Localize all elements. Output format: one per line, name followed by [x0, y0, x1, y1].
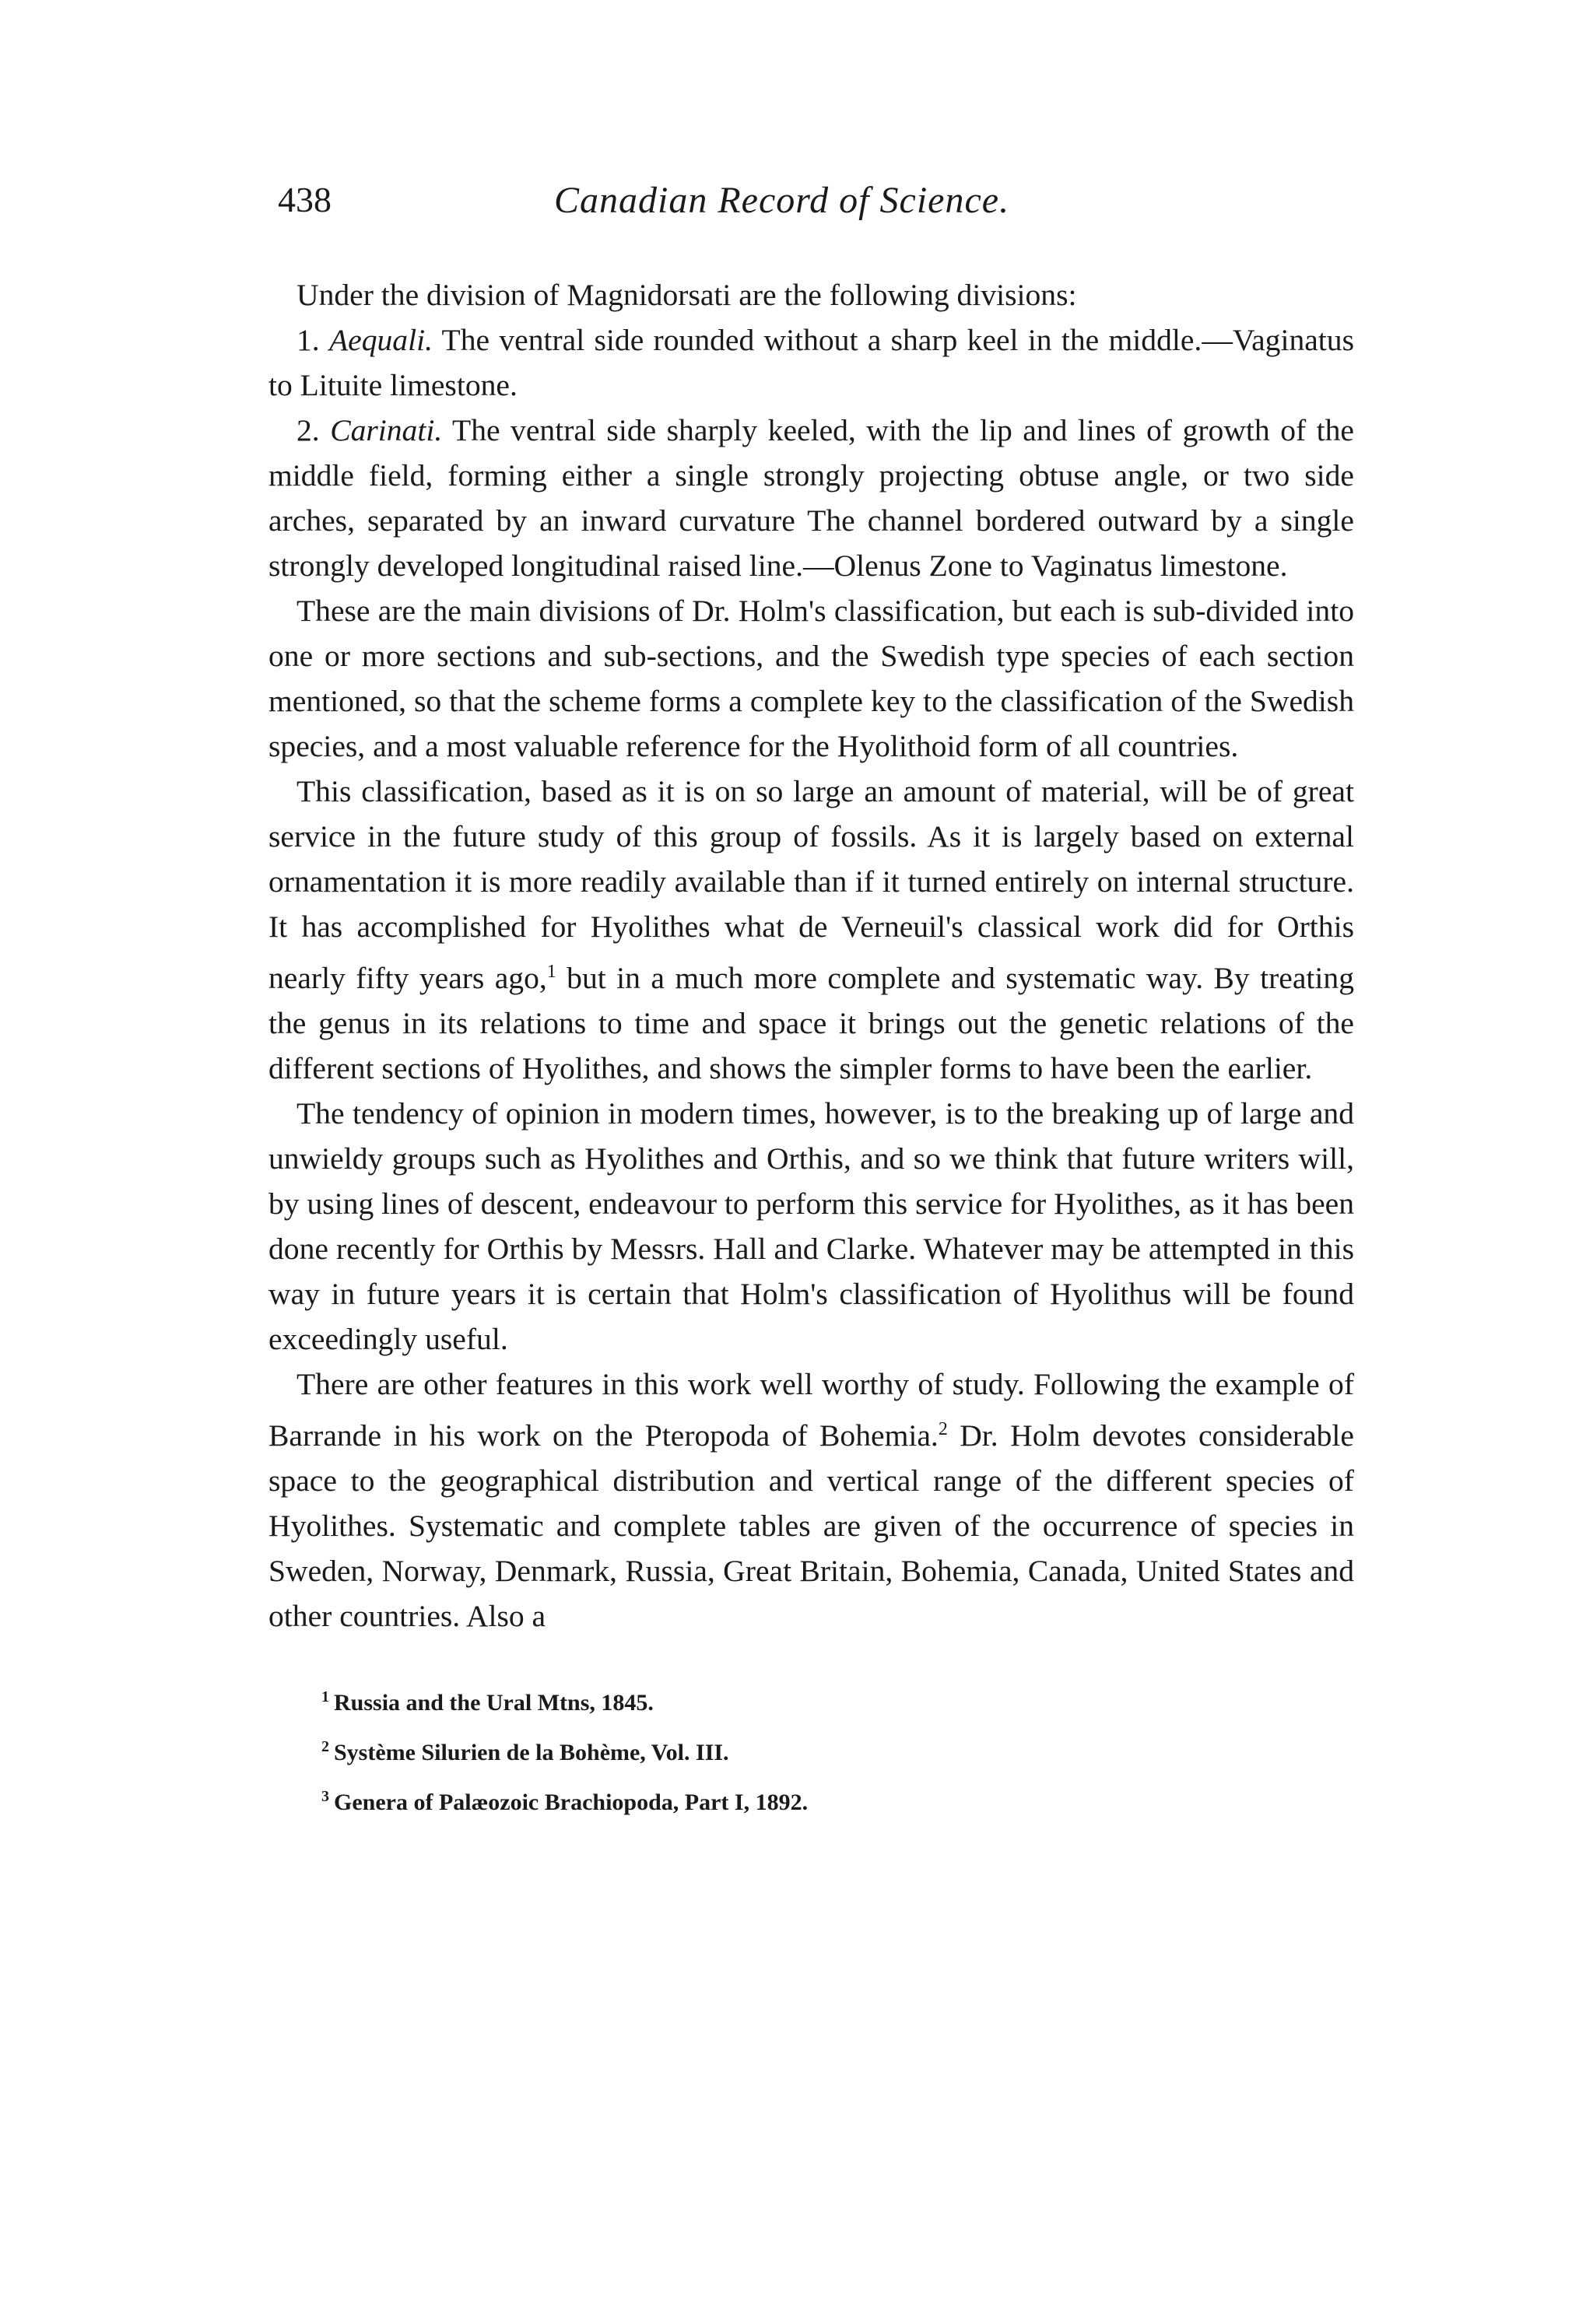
- page: [268, 179, 1354, 1828]
- paragraph-text: but in a much more complete and systematic way. By treating the genus in its relations to time and space it brings out the genetic relations of the different sections of Hyolithes, and shows the simpler forms to have been the earlier.: [268, 961, 1354, 1086]
- paragraph-text: This classification, based as it is on so large an amount of material, will be of great service in the future study of this group of fossils. As it is largely based on external ornamentation it is more readily available than if it turned entirely on internal structure. It has accomplished for Hyolithes what de Verneuil's classical work did for Orthis nearly fifty years ago,: [268, 774, 1354, 996]
- paragraph-text: There are other features in this work well worthy of study. Following the example of Barrande in his work on the Pteropoda of Bohemia.: [268, 1367, 1354, 1453]
- footnote-text: Russia and the Ural Mtns, 1845.: [334, 1690, 654, 1716]
- item-number: 1.: [297, 323, 320, 357]
- paragraph-intro: Under the division of Magnidorsati are the following divisions:: [297, 278, 1077, 312]
- running-title: Canadian Record of Science.: [554, 180, 1010, 221]
- footnote-text: Système Silurien de la Bohème, Vol. III.: [334, 1740, 729, 1766]
- footnote-mark: 1: [321, 1688, 329, 1706]
- paragraph-main-divisions: These are the main divisions of Dr. Holm's classification, but each is sub-divided into one or more sections and sub-sections, and the Swedish type species of each section mentioned, so that the scheme forms a complete key to the classification of the Swedish species, and a most valuable reference for the Hyolithoid form of all countries.: [268, 594, 1354, 763]
- footnote-text: Genera of Palæozoic Brachiopoda, Part I, 1892.: [334, 1789, 809, 1816]
- footnote-mark: 3: [321, 1788, 329, 1806]
- footnote: [321, 1729, 1354, 1771]
- footnote-ref-2: 2: [938, 1419, 948, 1440]
- footnote: [321, 1679, 1354, 1721]
- list-item-aequali: [268, 317, 1354, 408]
- item-text: The ventral side rounded without a sharp keel in the middle.—Vaginatus to Lituite limestone.: [268, 323, 1354, 402]
- item-name: Carinati.: [330, 413, 443, 447]
- list-item-carinati: [268, 408, 1354, 588]
- paragraph-tendency: The tendency of opinion in modern times, however, is to the breaking up of large and unwieldy groups such as Hyolithes and Orthis, and so we think that future writers will, by using lines of descent, endeavour to perform this service for Hyolithes, as it has been done recently for Orthis by Messrs. Hall and Clarke. Whatever may be attempted in this way in future years it is certain that Holm's classification of Hyolithus will be found exceedingly useful.: [268, 1096, 1354, 1357]
- item-name: Aequali.: [328, 323, 433, 357]
- footnote: [321, 1779, 1354, 1821]
- paragraph-text: Dr. Holm devotes considerable space to the geographical distribution and vertical range of the different species of Hyolithes. Systematic and complete tables are given of the occurrence of species in Sweden, Norway, Denmark, Russia, Great Britain, Bohemia, Canada, United States and other countries. Also a: [268, 1418, 1354, 1634]
- paragraph-features: [268, 1362, 1354, 1639]
- page-header: [268, 179, 1354, 241]
- footnote-mark: 2: [321, 1738, 329, 1756]
- paragraph-classification: [268, 769, 1354, 1091]
- item-text: The ventral side sharply keeled, with the lip and lines of growth of the middle field, forming either a single strongly projecting obtuse angle, or two side arches, separated by an inward curvature The channel bordered outward by a single strongly developed longitudinal raised line.—Olenus Zone to Vaginatus limestone.: [268, 413, 1354, 583]
- footnote-ref-1: 1: [546, 962, 556, 982]
- item-number: 2.: [297, 413, 320, 447]
- footnotes: [268, 1679, 1354, 1821]
- body-text: [268, 272, 1354, 1639]
- page-number: 438: [278, 180, 332, 219]
